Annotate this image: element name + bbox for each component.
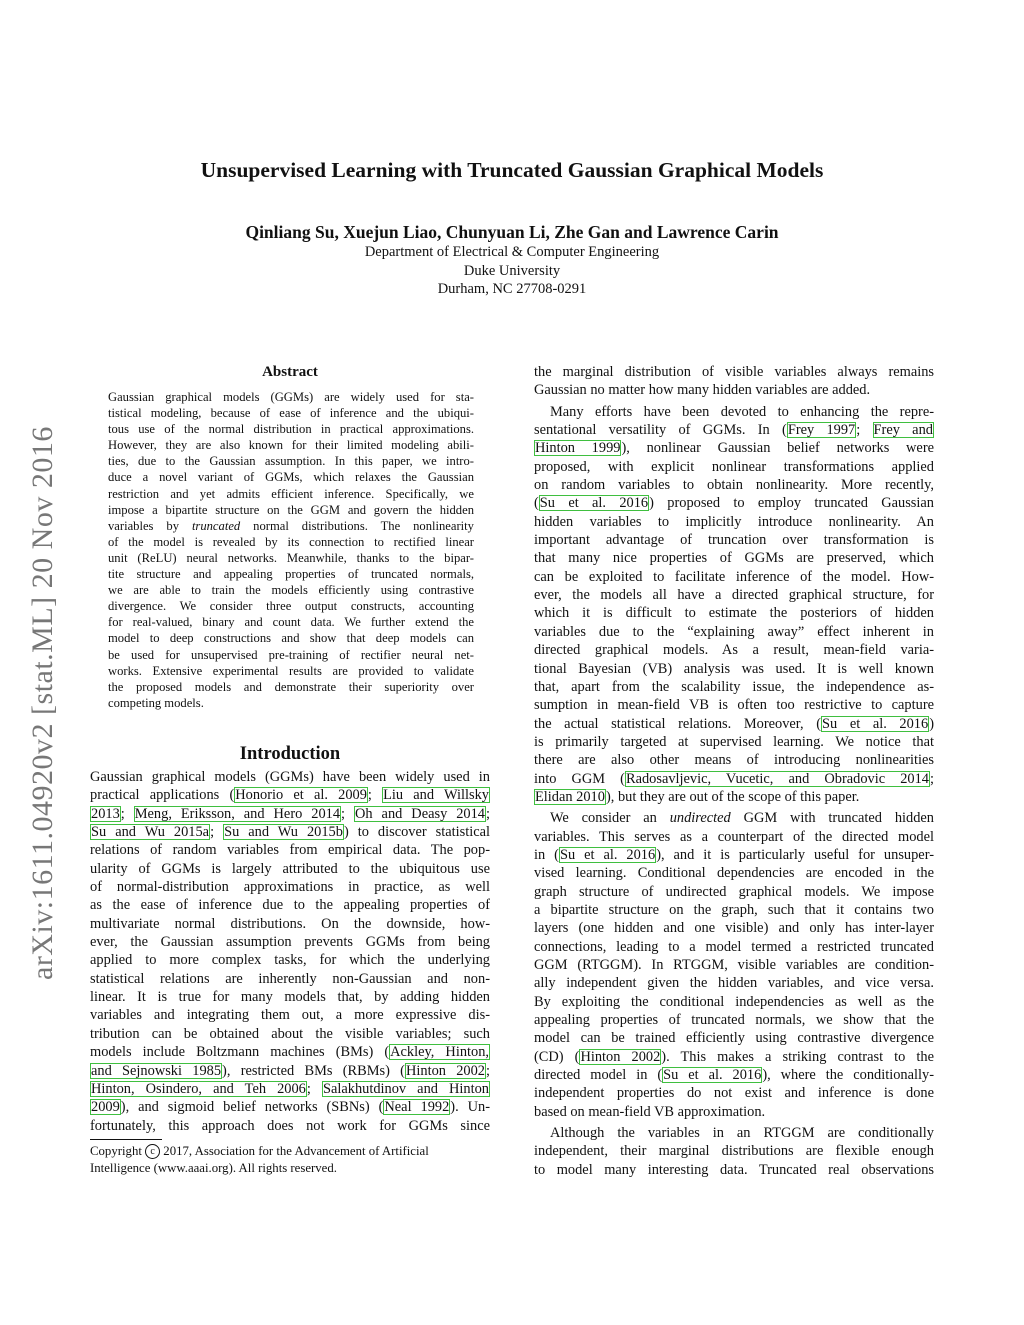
citation-link[interactable]: Su and Wu 2015b [224,824,343,841]
abstract-line: restriction and yet admits efficient inference. Specifically, we [108,486,474,501]
abstract-line: tite structure and appealing properties of truncated normals, [108,567,474,582]
copyright-line-2: Intelligence (www.aaai.org). All rights reserved. [90,1161,337,1175]
citation-link[interactable]: Ackley, Hinton, [390,1044,490,1061]
citation-link[interactable]: Elidan 2010 [535,788,605,805]
text-line: connections, leading to a model termed a restricted truncated [534,938,934,955]
affiliation-address: Durham, NC 27708-0291 [437,281,587,297]
paragraph [534,1124,934,1179]
text-line: can be exploited to facilitate inference of the model. How- [534,568,934,585]
copyright-footnote [90,1143,500,1177]
text-line: practical applications (Honorio et al. 2009; Liu and Willsky [90,787,489,804]
text-line: there are also other means of introducing nonlinearities [534,752,934,769]
affiliation-university: Duke University [463,262,561,279]
abstract-line: impose a bipartite structure on the GGM and govern the hidden [108,502,474,517]
abstract-line: model to deep constructions and show that deep models can [108,631,474,646]
introduction-heading: Introduction [239,744,341,764]
text-line: (Su et al. 2016) proposed to employ truncated Gaussian [534,495,934,512]
citation-link[interactable]: Liu and Willsky [383,787,489,804]
citation-link[interactable]: Meng, Eriksson, and Hero 2014 [134,805,341,822]
text-line: the actual statistical relations. Moreover, (Su et al. 2016) [534,715,934,732]
text-line: Gaussian no matter how many hidden variables are added. [534,382,871,399]
abstract-line: works. Extensive experimental results are provided to validate [108,663,474,678]
text-line: as the ease of inference due to the appealing properties of [90,897,490,914]
citation-link[interactable]: Hinton 1999 [535,440,621,457]
text-line: multivariate normal distributions. On the downside, how- [90,915,490,932]
abstract-line: divergence. We consider three output constructs, accounting [108,599,474,614]
abstract-heading: Abstract [262,364,318,380]
text-line: (CD) (Hinton 2002). This makes a striking contrast to the [534,1048,934,1065]
text-line: the marginal distribution of visible variables always remains [534,364,934,380]
paragraph [534,403,934,807]
text-line: a bipartite structure on the graph, such that it contains two [534,901,934,918]
text-line: Gaussian graphical models (GGMs) have been widely used in [90,769,490,785]
abstract-line: the proposed models and demonstrate their superiority over [108,679,474,694]
citation-link[interactable]: Hinton, Osindero, and Teh 2006 [91,1080,306,1097]
text-line: into GGM (Radosavljevic, Vucetic, and Obradovic 2014; [534,770,934,787]
abstract-body [108,389,474,711]
abstract-line: tistical modeling, because of ease of inference and the ubiqui- [108,406,474,421]
text-line: sumption in mean-field VB is often too restrictive to capture [534,697,934,714]
text-line: We consider an undirected GGM with truncated hidden [550,810,934,827]
abstract-line: tous use of the normal distribution in practical approximations. [108,422,474,437]
text-line: important advantage of truncation over transformation is [534,532,934,549]
text-line: ularity of GGMs is largely attributed to the ubiquitous use [90,860,490,877]
introduction-body [90,768,490,1135]
text-line: applied to more complex tasks, for which the underlying [90,952,490,969]
text-line: that many nice properties of GGMs are preserved, which [534,550,934,567]
citation-link[interactable]: Oh and Deasy 2014 [355,805,485,822]
author-list: Qinliang Su, Xuejun Liao, Chunyuan Li, Zhe Gan and Lawrence Carin [245,222,779,242]
text-line: independent properties do not exist and inference is done [534,1085,934,1102]
abstract-line: for real-valued, binary and count data. We further extend the [108,615,474,630]
text-line: graph structure of undirected graphical models. We impose [534,883,934,900]
text-line: proposed, with explicit nonlinear transformations applied [534,458,934,475]
text-line: in (Su et al. 2016), and it is particularly useful for unsuper- [534,846,934,863]
text-line: Many efforts have been devoted to enhancing the repre- [550,403,934,420]
citation-link[interactable]: Radosavljevic, Vucetic, and Obradovic 2014 [625,770,929,787]
text-line: Although the variables in an RTGGM are conditionally [550,1125,934,1142]
text-line: statistical relations are inherently non-Gaussian and non- [90,970,490,987]
text-line: fortunately, this approach does not work for GGMs since [90,1117,490,1134]
abstract-line: of the model is revealed by its connection to rectified linear [108,534,474,549]
citation-link[interactable]: 2013 [91,805,120,822]
text-line: 2009), and sigmoid belief networks (SBNs) (Neal 1992). Un- [91,1099,490,1116]
paper-title: Unsupervised Learning with Truncated Gaussian Graphical Models [200,158,824,182]
citation-link[interactable]: Frey and [873,422,933,439]
text-line: linear. It is true for many models that, by adding hidden [90,989,490,1006]
copyright-symbol-icon: c [145,1144,160,1159]
citation-link[interactable]: and Sejnowski 1985 [91,1062,222,1079]
citation-link[interactable]: Hinton 2002 [405,1062,485,1079]
text-line: based on mean-field VB approximation. [534,1103,766,1120]
text-line: of normal-distribution approximations in practice, as well [90,879,490,896]
text-line: vised learning. Conditional dependencies are encoded in the [534,865,934,882]
text-line: which it is difficult to estimate the posteriors of hidden [534,605,934,622]
abstract-line: However, they are also known for their limited modeling abili- [108,438,474,453]
text-line: appealing properties of truncated normals, we show that the [534,1012,934,1029]
text-line: 2013; Meng, Eriksson, and Hero 2014; Oh and Deasy 2014; [91,805,490,822]
text-line: ally independent given the hidden variables, and vice versa. [534,975,934,992]
text-line: variables. This serves as a counterpart of the directed model [534,828,934,845]
abstract-line: unit (ReLU) neural networks. Meanwhile, thanks to the bipar- [108,550,474,565]
text-line: on random variables to obtain nonlinearity. More recently, [534,477,934,494]
text-line: layers (one hidden and one visible) and only has inter-layer [534,920,934,937]
text-line: Su and Wu 2015a; Su and Wu 2015b) to discover statistical [91,824,490,841]
citation-link[interactable]: Su et al. 2016 [822,715,929,732]
citation-link[interactable]: Hinton 2002 [580,1048,661,1065]
arxiv-sidebar-stamp: arXiv:1611.04920v2 [stat.ML] 20 Nov 2016 [26,426,59,980]
abstract-line: Gaussian graphical models (GGMs) are widely used for sta- [108,390,474,404]
text-line: that, apart from the scalability issue, the independence as- [534,678,934,695]
copyright-text: 2017, Association for the Advancement of Artificial [160,1144,429,1158]
footnote-rule [90,1139,162,1140]
paragraph [534,363,934,400]
text-line: hidden variables to implicitly introduce nonlinearity. An [534,513,934,530]
text-line: relations of random variables from empirical data. The pop- [90,842,490,859]
copyright-line-1 [90,1143,500,1160]
text-line: Hinton 1999), nonlinear Gaussian belief networks were [535,440,934,457]
abstract-line: be used for unsupervised pre-training of rectifier neural net- [108,647,474,662]
text-line: ever, the models all have a directed graphical structure, for [534,587,934,604]
text-line: variables and integrating them out, a more expressive dis- [90,1007,490,1024]
text-line: models include Boltzmann machines (BMs) (Ackley, Hinton, [90,1044,490,1061]
text-line: ever, the Gaussian assumption prevents GGMs from being [90,934,490,951]
text-line: Hinton, Osindero, and Teh 2006; Salakhutdinov and Hinton [91,1080,490,1097]
text-line: sentational versatility of GGMs. In (Frey 1997; Frey and [534,422,933,439]
text-line: independent, their marginal distributions are flexible enough [534,1143,934,1160]
citation-link[interactable]: Su et al. 2016 [539,495,649,512]
citation-link[interactable]: Honorio et al. 2009 [235,787,367,804]
abstract-line: duce a novel variant of GGMs, which relaxes the Gaussian [108,470,474,485]
abstract-emphasis: truncated [191,518,241,533]
text-line: to model many interesting data. Truncated real observations [534,1161,934,1178]
citation-link[interactable]: Frey 1997 [787,422,856,439]
text-line: and Sejnowski 1985), restricted BMs (RBMs) (Hinton 2002; [91,1062,490,1079]
citation-link[interactable]: Salakhutdinov and Hinton [322,1080,490,1097]
text-line: GGM (RTGGM). In RTGGM, visible variables are condition- [534,957,934,973]
citation-link[interactable]: Su et al. 2016 [559,846,656,863]
text-line: is primarily targeted at supervised learning. We notice that [534,733,934,750]
text-line: model can be trained efficiently using contrastive divergence [534,1030,934,1047]
abstract-line: ties, due to the Gaussian assumption. In this paper, we intro- [108,454,474,469]
citation-link[interactable]: 2009 [91,1099,120,1116]
abstract-line: competing models. [108,695,204,710]
text-line: directed graphical models. As a result, mean-field varia- [534,642,934,659]
affiliation-department: Department of Electrical & Computer Engineering [364,244,660,260]
citation-link[interactable]: Su et al. 2016 [663,1067,762,1084]
text-line: tribution can be obtained about the visible variables; such [90,1025,490,1042]
paragraph [534,809,934,1121]
abstract-line: variables by truncated normal distributions. The nonlinearity [108,518,474,533]
text-line: tional Bayesian (VB) analysis was used. It is well known [534,660,934,677]
citation-link[interactable]: Su and Wu 2015a [91,824,210,841]
citation-link[interactable]: Neal 1992 [384,1099,450,1116]
paragraph [90,768,490,1135]
affiliation [0,243,1024,299]
text-line: directed model in (Su et al. 2016), where the conditionally- [534,1067,934,1084]
text-line: By exploiting the conditional independencies as well as the [534,993,934,1010]
right-column-body [534,363,934,1179]
copyright-prefix: Copyright [90,1144,146,1158]
abstract-line: we are able to train the models efficiently using contrastive [108,583,474,598]
text-line: Elidan 2010), but they are out of the scope of this paper. [535,788,860,805]
text-line: variables due to the “explaining away” effect inherent in [534,623,934,640]
emphasis: undirected [669,810,731,827]
